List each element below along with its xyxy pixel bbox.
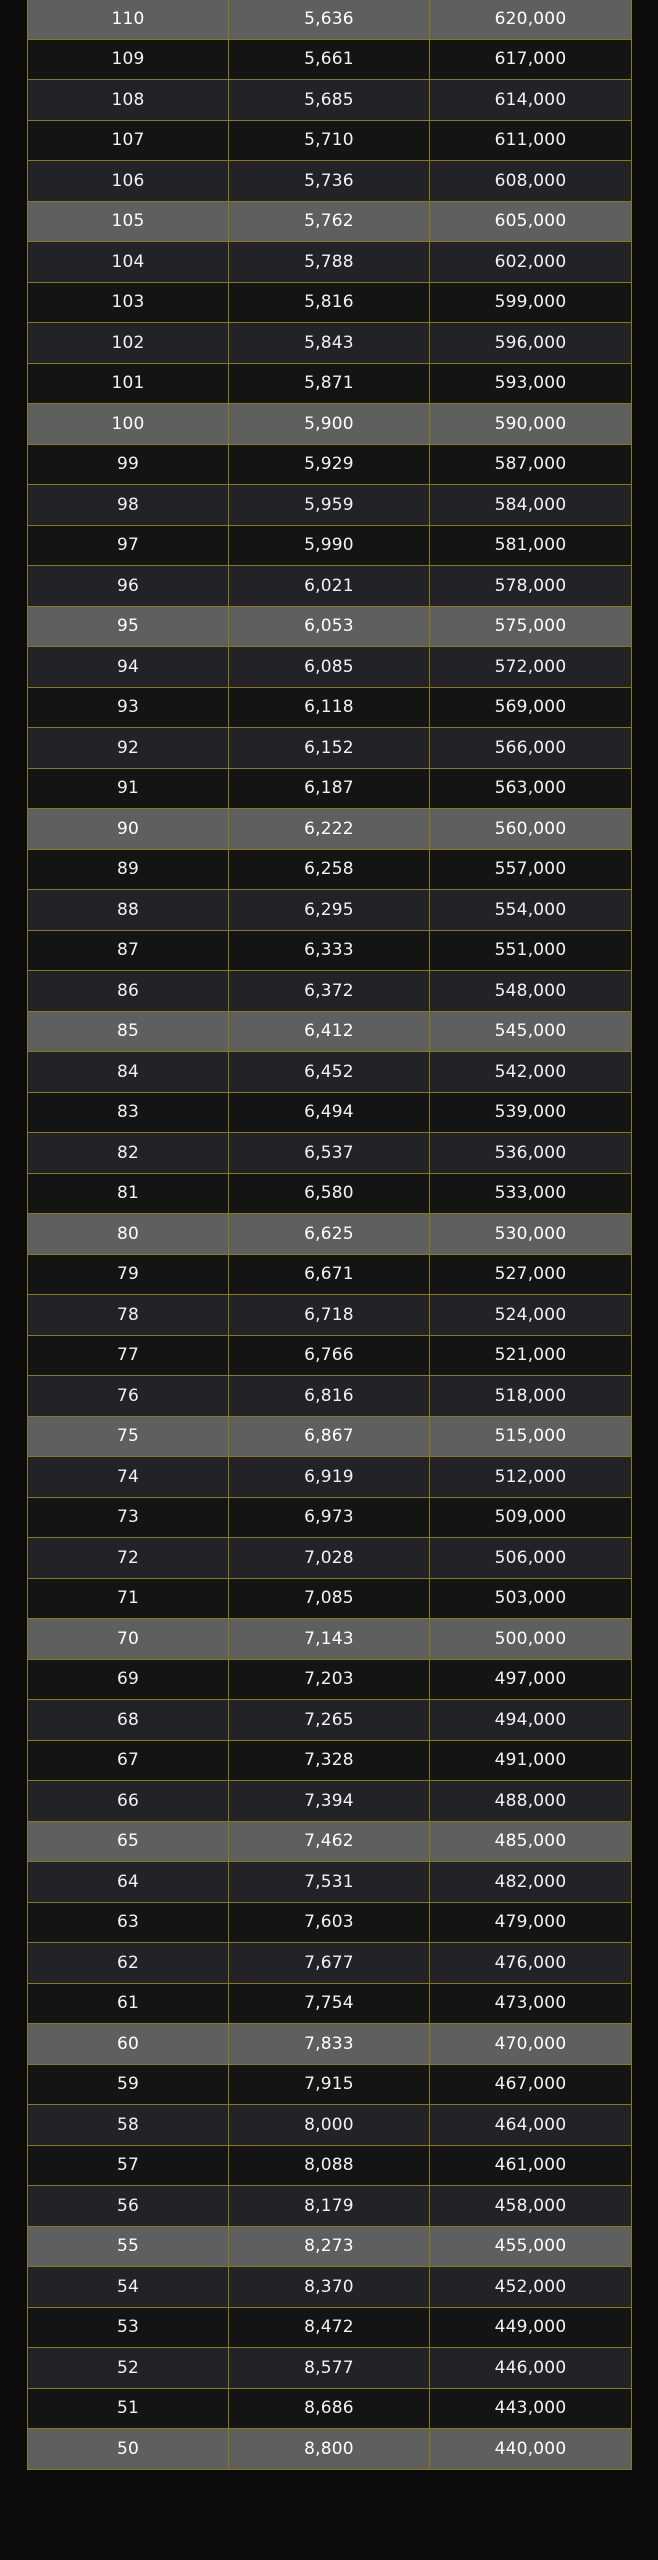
amount-cell: 488,000 [430, 1781, 632, 1822]
amount-cell: 536,000 [430, 1133, 632, 1174]
level-cell: 75 [28, 1416, 229, 1457]
level-cell: 69 [28, 1659, 229, 1700]
amount-cell: 572,000 [430, 647, 632, 688]
amount-cell: 584,000 [430, 485, 632, 526]
table-row [28, 1700, 632, 1741]
value-cell: 8,370 [229, 2267, 430, 2308]
amount-cell: 566,000 [430, 728, 632, 769]
value-cell: 6,118 [229, 687, 430, 728]
level-cell: 50 [28, 2429, 229, 2470]
table-row [28, 444, 632, 485]
level-cell: 109 [28, 39, 229, 80]
amount-cell: 449,000 [430, 2307, 632, 2348]
value-cell: 7,085 [229, 1578, 430, 1619]
table-row-highlighted [28, 809, 632, 850]
amount-cell: 575,000 [430, 606, 632, 647]
value-cell: 5,762 [229, 201, 430, 242]
level-cell: 103 [28, 282, 229, 323]
value-cell: 7,603 [229, 1902, 430, 1943]
value-cell: 6,671 [229, 1254, 430, 1295]
amount-cell: 539,000 [430, 1092, 632, 1133]
table-row [28, 1902, 632, 1943]
value-cell: 7,394 [229, 1781, 430, 1822]
level-cell: 59 [28, 2064, 229, 2105]
value-cell: 8,800 [229, 2429, 430, 2470]
level-cell: 83 [28, 1092, 229, 1133]
table-row [28, 1578, 632, 1619]
table-row [28, 1295, 632, 1336]
table-row [28, 1740, 632, 1781]
value-cell: 6,537 [229, 1133, 430, 1174]
level-cell: 54 [28, 2267, 229, 2308]
level-cell: 106 [28, 161, 229, 202]
level-cell: 66 [28, 1781, 229, 1822]
table-row-highlighted [28, 1214, 632, 1255]
value-cell: 6,766 [229, 1335, 430, 1376]
value-cell: 5,990 [229, 525, 430, 566]
level-cell: 96 [28, 566, 229, 607]
amount-cell: 551,000 [430, 930, 632, 971]
level-cell: 100 [28, 404, 229, 445]
amount-cell: 608,000 [430, 161, 632, 202]
level-cell: 82 [28, 1133, 229, 1174]
value-cell: 8,000 [229, 2105, 430, 2146]
level-cell: 62 [28, 1943, 229, 1984]
amount-cell: 524,000 [430, 1295, 632, 1336]
amount-cell: 479,000 [430, 1902, 632, 1943]
level-cell: 77 [28, 1335, 229, 1376]
amount-cell: 452,000 [430, 2267, 632, 2308]
table-row-highlighted [28, 1619, 632, 1660]
table-row [28, 2186, 632, 2227]
amount-cell: 593,000 [430, 363, 632, 404]
value-cell: 6,021 [229, 566, 430, 607]
amount-cell: 467,000 [430, 2064, 632, 2105]
table-row [28, 1254, 632, 1295]
amount-cell: 494,000 [430, 1700, 632, 1741]
level-cell: 105 [28, 201, 229, 242]
value-cell: 8,472 [229, 2307, 430, 2348]
value-cell: 6,412 [229, 1011, 430, 1052]
table-row-highlighted [28, 404, 632, 445]
level-cell: 70 [28, 1619, 229, 1660]
table-row [28, 1376, 632, 1417]
level-cell: 53 [28, 2307, 229, 2348]
amount-cell: 581,000 [430, 525, 632, 566]
table-row-highlighted [28, 201, 632, 242]
value-cell: 5,636 [229, 0, 430, 39]
value-cell: 5,685 [229, 80, 430, 121]
value-cell: 7,754 [229, 1983, 430, 2024]
amount-cell: 557,000 [430, 849, 632, 890]
table-row [28, 363, 632, 404]
amount-cell: 512,000 [430, 1457, 632, 1498]
value-cell: 6,867 [229, 1416, 430, 1457]
value-cell: 5,816 [229, 282, 430, 323]
value-cell: 8,273 [229, 2226, 430, 2267]
value-cell: 6,333 [229, 930, 430, 971]
value-cell: 6,372 [229, 971, 430, 1012]
table-row [28, 2267, 632, 2308]
level-table-body [28, 0, 632, 2469]
amount-cell: 500,000 [430, 1619, 632, 1660]
amount-cell: 440,000 [430, 2429, 632, 2470]
value-cell: 6,295 [229, 890, 430, 931]
amount-cell: 446,000 [430, 2348, 632, 2389]
value-cell: 8,686 [229, 2388, 430, 2429]
level-cell: 102 [28, 323, 229, 364]
table-row [28, 2064, 632, 2105]
value-cell: 6,816 [229, 1376, 430, 1417]
value-cell: 7,833 [229, 2024, 430, 2065]
table-row [28, 566, 632, 607]
amount-cell: 485,000 [430, 1821, 632, 1862]
amount-cell: 596,000 [430, 323, 632, 364]
table-row [28, 930, 632, 971]
value-cell: 6,452 [229, 1052, 430, 1093]
table-row [28, 323, 632, 364]
level-cell: 73 [28, 1497, 229, 1538]
amount-cell: 518,000 [430, 1376, 632, 1417]
level-cell: 84 [28, 1052, 229, 1093]
level-cell: 61 [28, 1983, 229, 2024]
table-row [28, 120, 632, 161]
value-cell: 7,915 [229, 2064, 430, 2105]
value-cell: 8,577 [229, 2348, 430, 2389]
table-row [28, 1133, 632, 1174]
table-row-highlighted [28, 2226, 632, 2267]
table-row [28, 2145, 632, 2186]
value-cell: 6,152 [229, 728, 430, 769]
amount-cell: 461,000 [430, 2145, 632, 2186]
value-cell: 6,258 [229, 849, 430, 890]
table-row [28, 849, 632, 890]
table-row [28, 687, 632, 728]
level-cell: 99 [28, 444, 229, 485]
amount-cell: 470,000 [430, 2024, 632, 2065]
value-cell: 7,531 [229, 1862, 430, 1903]
amount-cell: 455,000 [430, 2226, 632, 2267]
value-cell: 6,494 [229, 1092, 430, 1133]
table-row-highlighted [28, 2429, 632, 2470]
amount-cell: 542,000 [430, 1052, 632, 1093]
level-cell: 89 [28, 849, 229, 890]
amount-cell: 587,000 [430, 444, 632, 485]
level-cell: 60 [28, 2024, 229, 2065]
value-cell: 7,462 [229, 1821, 430, 1862]
value-cell: 7,328 [229, 1740, 430, 1781]
level-cell: 56 [28, 2186, 229, 2227]
value-cell: 7,677 [229, 1943, 430, 1984]
level-cell: 90 [28, 809, 229, 850]
table-row [28, 1538, 632, 1579]
value-cell: 5,959 [229, 485, 430, 526]
table-row [28, 1092, 632, 1133]
level-cell: 95 [28, 606, 229, 647]
amount-cell: 473,000 [430, 1983, 632, 2024]
table-row [28, 647, 632, 688]
level-table-container [27, 0, 631, 2470]
table-row [28, 1335, 632, 1376]
value-cell: 6,222 [229, 809, 430, 850]
table-row [28, 890, 632, 931]
value-cell: 6,718 [229, 1295, 430, 1336]
table-row-highlighted [28, 606, 632, 647]
level-cell: 97 [28, 525, 229, 566]
level-cell: 108 [28, 80, 229, 121]
value-cell: 5,871 [229, 363, 430, 404]
level-cell: 74 [28, 1457, 229, 1498]
value-cell: 6,053 [229, 606, 430, 647]
level-cell: 79 [28, 1254, 229, 1295]
value-cell: 6,919 [229, 1457, 430, 1498]
amount-cell: 533,000 [430, 1173, 632, 1214]
amount-cell: 458,000 [430, 2186, 632, 2227]
level-cell: 92 [28, 728, 229, 769]
level-cell: 93 [28, 687, 229, 728]
level-cell: 65 [28, 1821, 229, 1862]
level-cell: 104 [28, 242, 229, 283]
value-cell: 5,788 [229, 242, 430, 283]
value-cell: 6,085 [229, 647, 430, 688]
amount-cell: 563,000 [430, 768, 632, 809]
value-cell: 5,710 [229, 120, 430, 161]
amount-cell: 611,000 [430, 120, 632, 161]
amount-cell: 527,000 [430, 1254, 632, 1295]
value-cell: 5,661 [229, 39, 430, 80]
level-cell: 110 [28, 0, 229, 39]
table-row [28, 485, 632, 526]
table-row [28, 80, 632, 121]
amount-cell: 509,000 [430, 1497, 632, 1538]
amount-cell: 497,000 [430, 1659, 632, 1700]
value-cell: 5,736 [229, 161, 430, 202]
amount-cell: 464,000 [430, 2105, 632, 2146]
level-cell: 71 [28, 1578, 229, 1619]
level-cell: 52 [28, 2348, 229, 2389]
value-cell: 8,088 [229, 2145, 430, 2186]
value-cell: 7,028 [229, 1538, 430, 1579]
level-cell: 94 [28, 647, 229, 688]
table-row [28, 1781, 632, 1822]
table-row [28, 1983, 632, 2024]
value-cell: 5,900 [229, 404, 430, 445]
amount-cell: 476,000 [430, 1943, 632, 1984]
amount-cell: 506,000 [430, 1538, 632, 1579]
table-row-highlighted [28, 2024, 632, 2065]
amount-cell: 605,000 [430, 201, 632, 242]
value-cell: 6,580 [229, 1173, 430, 1214]
level-cell: 72 [28, 1538, 229, 1579]
level-cell: 57 [28, 2145, 229, 2186]
value-cell: 5,929 [229, 444, 430, 485]
amount-cell: 590,000 [430, 404, 632, 445]
amount-cell: 599,000 [430, 282, 632, 323]
amount-cell: 602,000 [430, 242, 632, 283]
amount-cell: 617,000 [430, 39, 632, 80]
level-cell: 85 [28, 1011, 229, 1052]
amount-cell: 569,000 [430, 687, 632, 728]
value-cell: 5,843 [229, 323, 430, 364]
table-row [28, 1943, 632, 1984]
table-row-highlighted [28, 1821, 632, 1862]
level-cell: 63 [28, 1902, 229, 1943]
table-row [28, 1659, 632, 1700]
table-row [28, 282, 632, 323]
level-cell: 87 [28, 930, 229, 971]
table-row [28, 39, 632, 80]
amount-cell: 548,000 [430, 971, 632, 1012]
level-cell: 107 [28, 120, 229, 161]
level-cell: 91 [28, 768, 229, 809]
amount-cell: 482,000 [430, 1862, 632, 1903]
level-cell: 80 [28, 1214, 229, 1255]
level-cell: 101 [28, 363, 229, 404]
value-cell: 7,203 [229, 1659, 430, 1700]
amount-cell: 578,000 [430, 566, 632, 607]
level-cell: 51 [28, 2388, 229, 2429]
table-row-highlighted [28, 1011, 632, 1052]
amount-cell: 530,000 [430, 1214, 632, 1255]
level-cell: 86 [28, 971, 229, 1012]
value-cell: 7,143 [229, 1619, 430, 1660]
level-cell: 78 [28, 1295, 229, 1336]
table-row-highlighted [28, 1416, 632, 1457]
amount-cell: 515,000 [430, 1416, 632, 1457]
value-cell: 6,973 [229, 1497, 430, 1538]
table-row [28, 971, 632, 1012]
amount-cell: 614,000 [430, 80, 632, 121]
table-row [28, 768, 632, 809]
level-cell: 76 [28, 1376, 229, 1417]
table-row [28, 1862, 632, 1903]
level-table [27, 0, 632, 2470]
level-cell: 67 [28, 1740, 229, 1781]
amount-cell: 521,000 [430, 1335, 632, 1376]
value-cell: 6,625 [229, 1214, 430, 1255]
table-row [28, 1173, 632, 1214]
level-cell: 98 [28, 485, 229, 526]
table-row [28, 2307, 632, 2348]
level-cell: 55 [28, 2226, 229, 2267]
value-cell: 7,265 [229, 1700, 430, 1741]
table-row [28, 161, 632, 202]
table-row [28, 1052, 632, 1093]
level-cell: 81 [28, 1173, 229, 1214]
level-cell: 68 [28, 1700, 229, 1741]
table-row [28, 2105, 632, 2146]
amount-cell: 491,000 [430, 1740, 632, 1781]
value-cell: 8,179 [229, 2186, 430, 2227]
table-row-highlighted [28, 0, 632, 39]
table-row [28, 1457, 632, 1498]
amount-cell: 503,000 [430, 1578, 632, 1619]
table-row [28, 525, 632, 566]
amount-cell: 443,000 [430, 2388, 632, 2429]
level-cell: 58 [28, 2105, 229, 2146]
table-row [28, 2348, 632, 2389]
amount-cell: 554,000 [430, 890, 632, 931]
level-cell: 88 [28, 890, 229, 931]
table-row [28, 1497, 632, 1538]
value-cell: 6,187 [229, 768, 430, 809]
amount-cell: 560,000 [430, 809, 632, 850]
amount-cell: 545,000 [430, 1011, 632, 1052]
table-row [28, 728, 632, 769]
table-row [28, 2388, 632, 2429]
level-cell: 64 [28, 1862, 229, 1903]
amount-cell: 620,000 [430, 0, 632, 39]
table-row [28, 242, 632, 283]
